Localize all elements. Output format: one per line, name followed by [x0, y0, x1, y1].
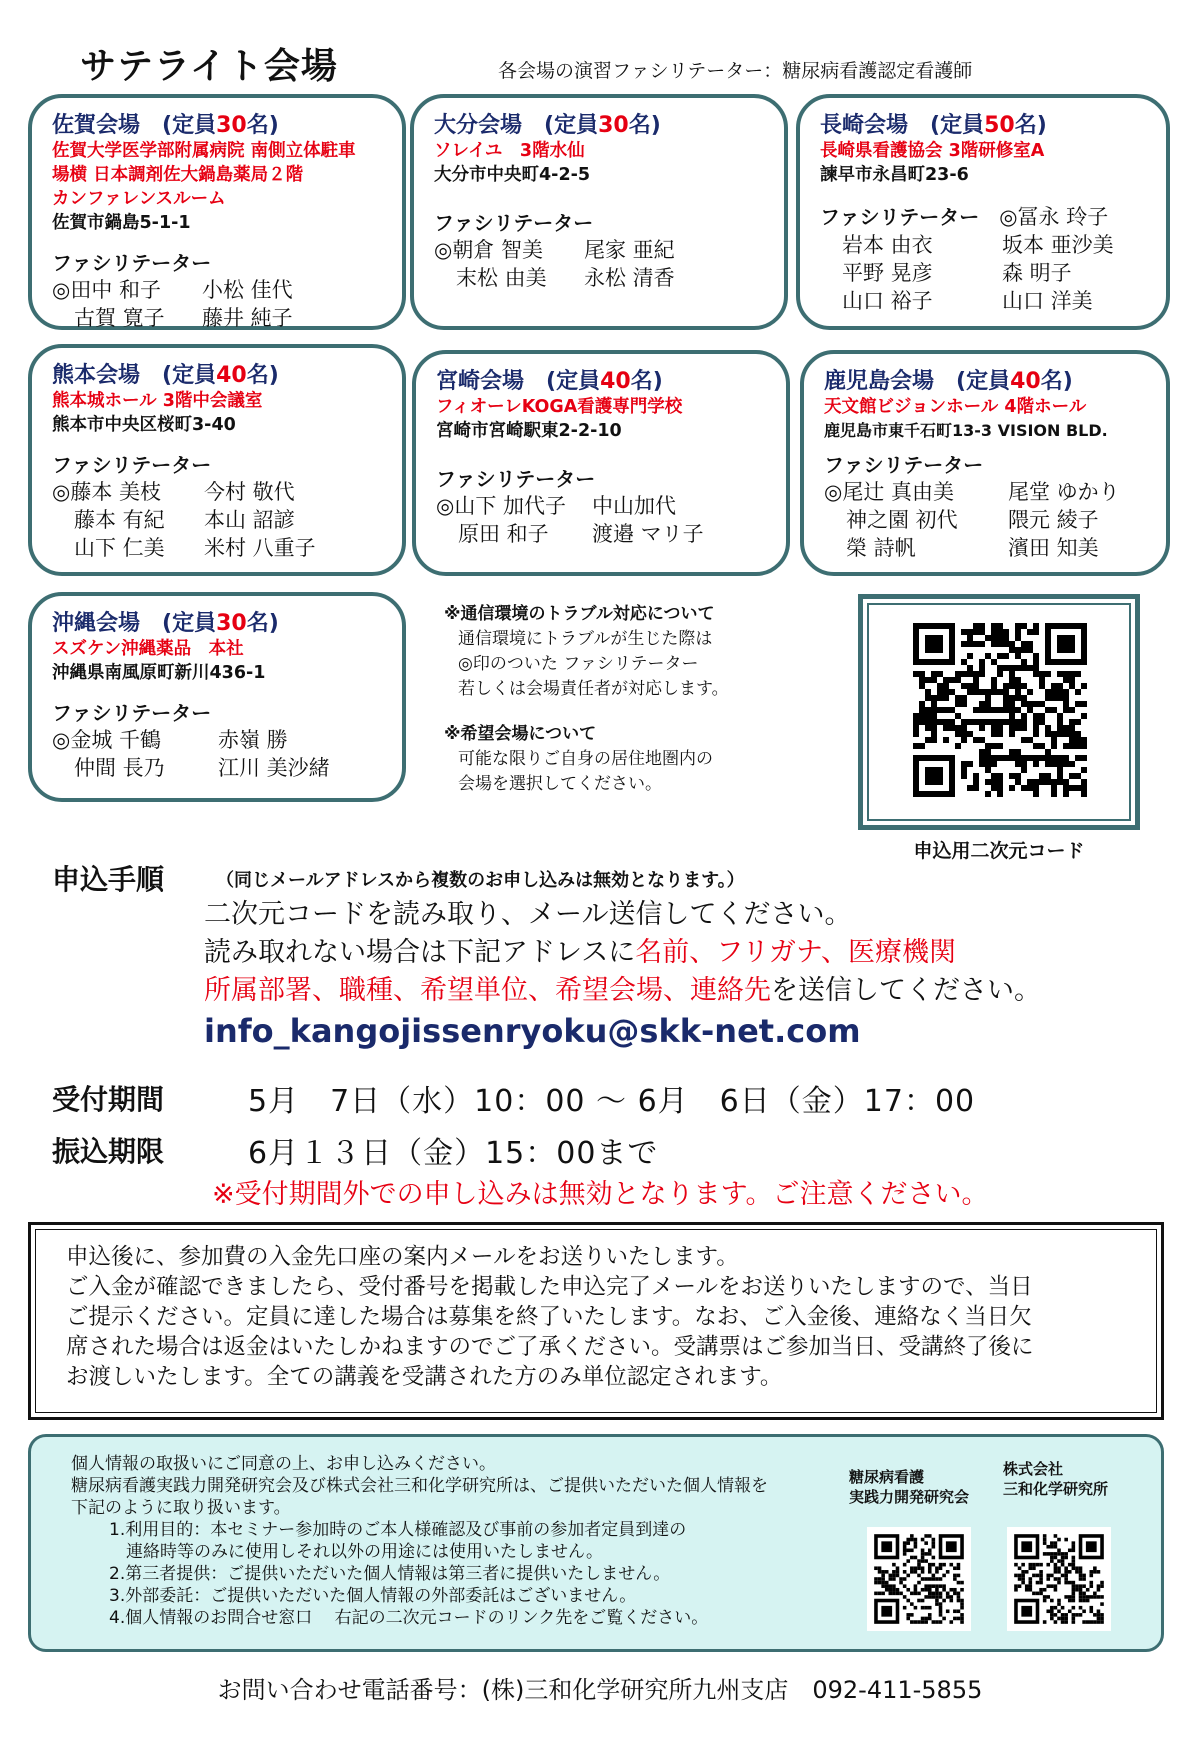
facilitator: 永松 清香 — [584, 266, 675, 290]
facilitator: 赤嶺 勝 — [218, 728, 288, 752]
venue-name: 長崎会場 — [820, 113, 909, 138]
privacy-intro: 個人情報の取扱いにご同意の上、お申し込みください。 — [71, 1454, 496, 1474]
facilitator: ◎尾辻 真由美 — [824, 480, 954, 504]
facilitator: 森 明子 — [1002, 261, 1072, 285]
org-label-1: 糖尿病看護 実践力開発研究会 — [849, 1468, 970, 1506]
venue-place: 場横 日本調剤佐大鍋島薬局２階 — [52, 165, 304, 185]
venue-saga — [28, 94, 406, 330]
facilitator: 江川 美沙緒 — [218, 756, 330, 780]
venue-name: 熊本会場 — [52, 363, 141, 388]
payment-line: お渡しいたします。全ての講義を受講された方のみ単位認定されます。 — [66, 1364, 783, 1390]
venue-capacity: (定員30名) — [162, 113, 279, 138]
trouble-line: ◎印のついた ファシリテーター — [458, 654, 699, 674]
facilitator-label: ファシリテーター — [824, 453, 984, 477]
venue-choice-heading: ※希望会場について — [444, 724, 597, 744]
venue-address: 鹿児島市東千石町13-3 VISION BLD. — [824, 421, 1108, 440]
facilitator: 山下 仁美 — [74, 536, 165, 560]
payment-line: 席された場合は返金はいたしかねますのでご了承ください。受講票はご参加当日、受講終了後に — [66, 1334, 1034, 1360]
facilitator-label: ファシリテーター ◎冨永 玲子 — [820, 205, 1109, 229]
facilitator: 古賀 寛子 — [74, 306, 165, 330]
venue-place: スズケン沖縄薬品 本社 — [52, 639, 244, 659]
privacy-item: 4.個人情報のお問合せ窓口 右記の二次元コードのリンク先をご覧ください。 — [109, 1608, 709, 1628]
facilitator-label: ファシリテーター — [52, 251, 212, 275]
period-warning: ※受付期間外での申し込みは無効となります。ご注意ください。 — [212, 1179, 989, 1210]
facilitator: 原田 和子 — [458, 522, 549, 546]
facilitator: ◎金城 千鶴 — [52, 728, 161, 752]
payment-line: ご提示ください。定員に達した場合は募集を終了いたします。なお、ご入金後、連絡なく当日欠 — [66, 1304, 1032, 1330]
facilitator-list — [52, 478, 402, 562]
facilitator: 渡邉 マリ子 — [592, 522, 704, 546]
facilitator: 山口 裕子 — [842, 289, 933, 313]
transfer-deadline: 6月１３日（金）15：00まで — [248, 1136, 659, 1171]
org-label-2: 株式会社 三和化学研究所 — [1003, 1460, 1109, 1498]
qr-caption: 申込用二次元コード — [913, 840, 1085, 862]
facilitator: 岩本 由衣 — [842, 233, 933, 257]
facilitator: 隈元 綾子 — [1008, 508, 1099, 532]
facilitator: 尾堂 ゆかり — [1008, 480, 1120, 504]
venue-choice-line: 会場を選択してください。 — [458, 774, 662, 794]
page-title: サテライト会場 — [80, 46, 338, 87]
reception-period: 5月 7日（水）10：00 ～ 6月 6日（金）17：00 — [248, 1084, 976, 1119]
reception-label: 受付期間 — [52, 1083, 165, 1116]
venue-heading — [820, 108, 1166, 139]
venue-capacity: (定員40名) — [546, 369, 663, 394]
facilitator-list — [52, 276, 402, 332]
venue-address: 佐賀市鍋島5-1-1 — [52, 213, 191, 233]
venue-heading — [52, 606, 402, 637]
venue-address: 宮崎市宮崎駅東2-2-10 — [436, 421, 622, 441]
privacy-box — [28, 1434, 1164, 1652]
procedure-step-1: 二次元コードを読み取り、メール送信してください。 — [204, 899, 852, 930]
facilitator-list — [824, 478, 1166, 562]
facilitator: 榮 詩帆 — [846, 536, 916, 560]
venue-heading — [824, 364, 1166, 395]
privacy-item: 連絡時等のみに使用しそれ以外の用途には使用いたしません。 — [109, 1542, 604, 1562]
facilitator-note: 各会場の演習ファシリテーター：糖尿病看護認定看護師 — [498, 60, 973, 82]
venue-name: 宮崎会場 — [436, 369, 525, 394]
facilitator: 仲間 長乃 — [74, 756, 165, 780]
payment-line: 申込後に、参加費の入金先口座の案内メールをお送りいたします。 — [66, 1244, 739, 1270]
privacy-item: 1.利用目的：本セミナー参加時のご本人様確認及び事前の参加者定員到達の — [109, 1520, 687, 1540]
facilitator: 坂本 亜沙美 — [1002, 233, 1114, 257]
venue-place: ソレイユ 3階水仙 — [434, 141, 585, 161]
facilitator: 末松 由美 — [456, 266, 547, 290]
venue-kagoshima — [800, 350, 1170, 576]
venue-kumamoto — [28, 344, 406, 576]
venue-capacity: (定員40名) — [162, 363, 279, 388]
venue-address: 沖縄県南風原町新川436-1 — [52, 663, 266, 683]
venue-name: 大分会場 — [434, 113, 523, 138]
venue-okinawa — [28, 592, 406, 802]
facilitator: 小松 佳代 — [202, 278, 293, 302]
venue-capacity: (定員50名) — [930, 113, 1047, 138]
venue-address: 熊本市中央区桜町3-40 — [52, 415, 236, 435]
venue-heading — [436, 364, 786, 395]
venue-place: 佐賀大学医学部附属病院 南側立体駐車 — [52, 141, 356, 161]
privacy-intro: 糖尿病看護実践力開発研究会及び株式会社三和化学研究所は、ご提供いただいた個人情報を — [71, 1476, 768, 1496]
venue-heading — [52, 108, 402, 139]
facilitator: ◎山下 加代子 — [436, 494, 566, 518]
venue-miyazaki — [412, 350, 790, 576]
procedure-note: （同じメールアドレスから複数のお申し込みは無効となります。） — [216, 870, 745, 891]
transfer-label: 振込期限 — [52, 1135, 165, 1168]
venue-name: 沖縄会場 — [52, 611, 141, 636]
facilitator: 本山 詔諺 — [204, 508, 295, 532]
venue-capacity: (定員30名) — [162, 611, 279, 636]
payment-info-box — [28, 1222, 1164, 1420]
venue-heading — [434, 108, 784, 139]
email-link[interactable]: info_kangojissenryoku@skk-net.com — [204, 1012, 861, 1050]
facilitator-list — [52, 726, 402, 782]
notices — [444, 602, 824, 797]
contact-phone: お問い合わせ電話番号：(株)三和化学研究所九州支店 092-411-5855 — [217, 1676, 983, 1704]
facilitator-label: ファシリテーター — [52, 701, 212, 725]
facilitator: ◎藤本 美枝 — [52, 480, 161, 504]
venue-place: 熊本城ホール 3階中会議室 — [52, 391, 263, 411]
venue-capacity: (定員40名) — [956, 369, 1073, 394]
facilitator: 神之園 初代 — [846, 508, 958, 532]
procedure-label: 申込手順 — [52, 863, 165, 896]
trouble-line: 若しくは会場責任者が対応します。 — [458, 679, 729, 699]
venue-place: 天文館ビジョンホール 4階ホール — [824, 397, 1087, 417]
venue-capacity: (定員30名) — [544, 113, 661, 138]
facilitator-label: ファシリテーター — [436, 467, 596, 491]
facilitator: 藤本 有紀 — [74, 508, 165, 532]
facilitator-list — [436, 492, 786, 548]
payment-line: ご入金が確認できましたら、受付番号を掲載した申込完了メールをお送りいたしますので、当日 — [66, 1274, 1033, 1300]
venue-place: 長崎県看護協会 3階研修室A — [820, 141, 1045, 161]
facilitator: ◎田中 和子 — [52, 278, 161, 302]
venue-oita — [410, 94, 788, 330]
venue-place: フィオーレKOGA看護専門学校 — [436, 397, 683, 417]
procedure-step-3: 所属部署、職種、希望単位、希望会場、連絡先を送信してください。 — [204, 975, 1041, 1006]
facilitator-list — [434, 236, 784, 292]
facilitator: ◎朝倉 智美 — [434, 238, 543, 262]
venue-name: 鹿児島会場 — [824, 369, 935, 394]
facilitator: 平野 晃彦 — [842, 261, 933, 285]
venue-choice-line: 可能な限りご自身の居住地圏内の — [458, 749, 713, 769]
facilitator: 藤井 純子 — [202, 306, 293, 330]
venue-name: 佐賀会場 — [52, 113, 141, 138]
venue-heading — [52, 358, 402, 389]
facilitator-label: ファシリテーター — [434, 211, 594, 235]
venue-nagasaki — [796, 94, 1170, 330]
facilitator: 中山加代 — [592, 494, 676, 518]
procedure-step-2: 読み取れない場合は下記アドレスに名前、フリガナ、医療機関 — [204, 937, 956, 968]
facilitator: 山口 洋美 — [1002, 289, 1093, 313]
application-qr-frame — [858, 594, 1140, 830]
venue-place: カンファレンスルーム — [52, 189, 226, 209]
qr-code-org-2[interactable] — [1007, 1527, 1111, 1631]
facilitator: 今村 敬代 — [204, 480, 295, 504]
facilitator-list — [820, 231, 1166, 315]
application-qr-code[interactable] — [913, 623, 1087, 797]
facilitator: 尾家 亜紀 — [584, 238, 675, 262]
facilitator: 米村 八重子 — [204, 536, 316, 560]
privacy-item: 3.外部委託：ご提供いただいた個人情報の外部委託はございません。 — [109, 1586, 637, 1606]
trouble-heading: ※通信環境のトラブル対応について — [444, 604, 715, 624]
qr-code-org-1[interactable] — [867, 1527, 971, 1631]
privacy-text — [71, 1453, 768, 1629]
facilitator-label: ファシリテーター — [52, 453, 212, 477]
privacy-intro: 下記のように取り扱います。 — [71, 1498, 291, 1518]
privacy-items — [71, 1519, 768, 1629]
privacy-item: 2.第三者提供：ご提供いただいた個人情報は第三者に提供いたしません。 — [109, 1564, 671, 1584]
trouble-line: 通信環境にトラブルが生じた際は — [458, 629, 713, 649]
venue-address: 諫早市永昌町23-6 — [820, 165, 969, 185]
facilitator: 濱田 知美 — [1008, 536, 1099, 560]
venue-address: 大分市中央町4-2-5 — [434, 165, 591, 185]
